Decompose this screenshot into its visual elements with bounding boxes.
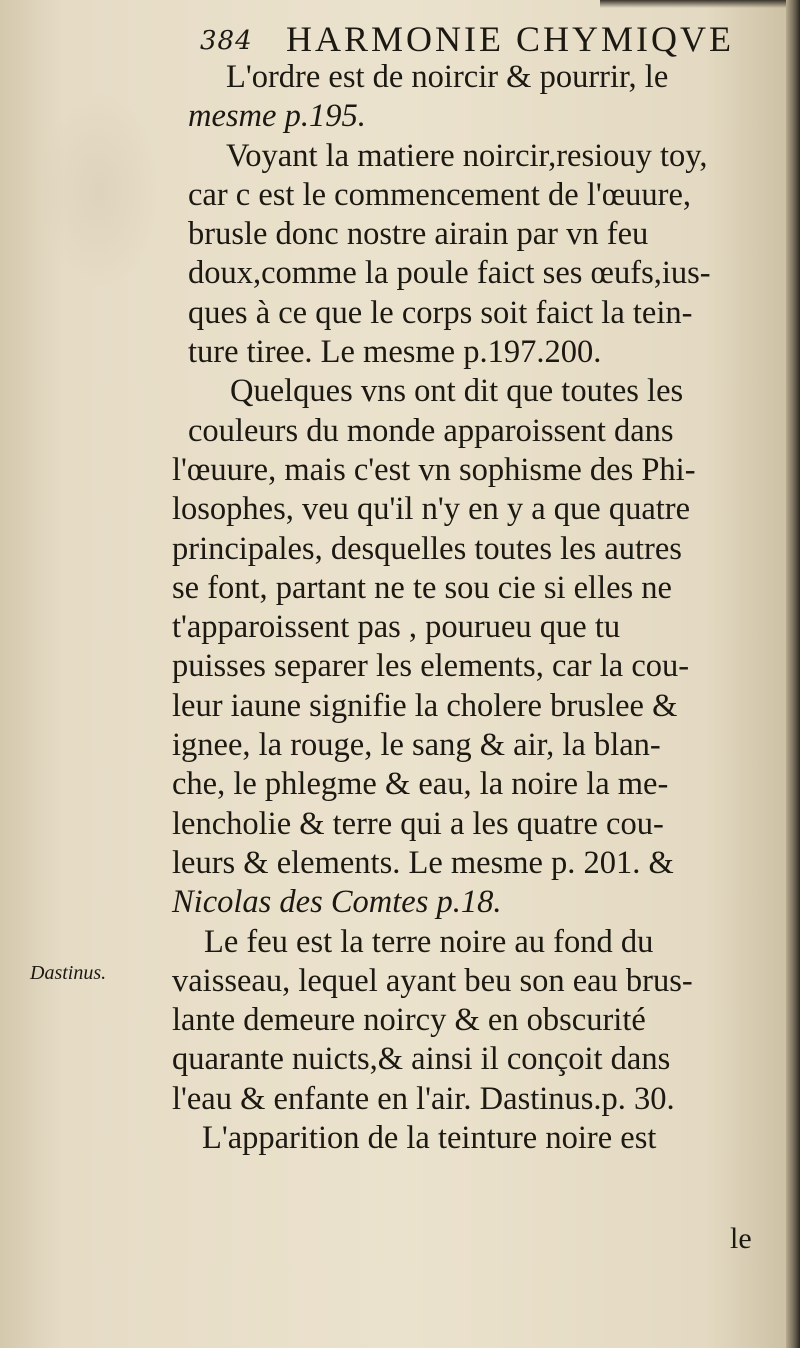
running-title: HARMONIE CHYMIQVE (286, 19, 734, 59)
text-line: Nicolas des Comtes p.18. (172, 884, 502, 921)
text-line: leur iaune signifie la cholere bruslee & (172, 687, 678, 724)
text-line: t'apparoissent pas , pourueu que tu (172, 609, 621, 646)
text-line: ignee, la rouge, le sang & air, la blan- (172, 727, 661, 764)
text-line: Quelques vns ont dit que toutes les (230, 373, 684, 410)
text-line: se font, partant ne te sou cie si elles ne (172, 569, 672, 606)
text-line: principales, desquelles toutes les autres (172, 530, 682, 567)
text-line: Le feu est la terre noire au fond du (204, 923, 654, 960)
page-edge-shadow-top (600, 0, 800, 8)
margin-note: Dastinus. (30, 962, 107, 984)
text-line: car c est le commencement de l'œuure, (188, 176, 692, 213)
text-line: L'ordre est de noircir & pourrir, le (226, 59, 669, 95)
text-line: ture tiree. Le mesme p.197.200. (188, 334, 602, 371)
catchword: le (730, 1222, 752, 1255)
page-number: 384 (200, 26, 253, 56)
page-edge-shadow-right (786, 0, 800, 1348)
text-line: couleurs du monde apparoissent dans (188, 412, 674, 449)
text-line: che, le phlegme & eau, la noire la me- (172, 766, 669, 803)
text-line: quarante nuicts,& ainsi il conçoit dans (172, 1041, 671, 1078)
text-line: losophes, veu qu'il n'y en y a que quatre (172, 491, 691, 528)
text-line: l'œuure, mais c'est vn sophisme des Phi- (172, 451, 696, 488)
text-line: L'apparition de la teinture noire est (202, 1120, 657, 1157)
body-text (168, 58, 768, 1158)
text-line: lante demeure noircy & en obscurité (172, 1002, 646, 1039)
text-line: mesme p.195. (188, 98, 366, 135)
text-line: Voyant la matiere noircir,resiouy toy, (226, 137, 708, 174)
text-line: ques à ce que le corps soit faict la tein- (188, 294, 693, 331)
text-line: l'eau & enfante en l'air. Dastinus.p. 30. (172, 1080, 675, 1117)
text-line: brusle donc nostre airain par vn feu (188, 216, 649, 253)
paper-stain (40, 90, 160, 290)
text-line: puisses separer les elements, car la cou- (172, 648, 690, 685)
text-line: leurs & elements. Le mesme p. 201. & (172, 844, 674, 881)
text-line: doux,comme la poule faict ses œufs,ius- (188, 255, 711, 292)
text-line: vaisseau, lequel ayant beu son eau brus- (172, 962, 693, 999)
text-line: lencholie & terre qui a les quatre cou- (172, 805, 664, 842)
